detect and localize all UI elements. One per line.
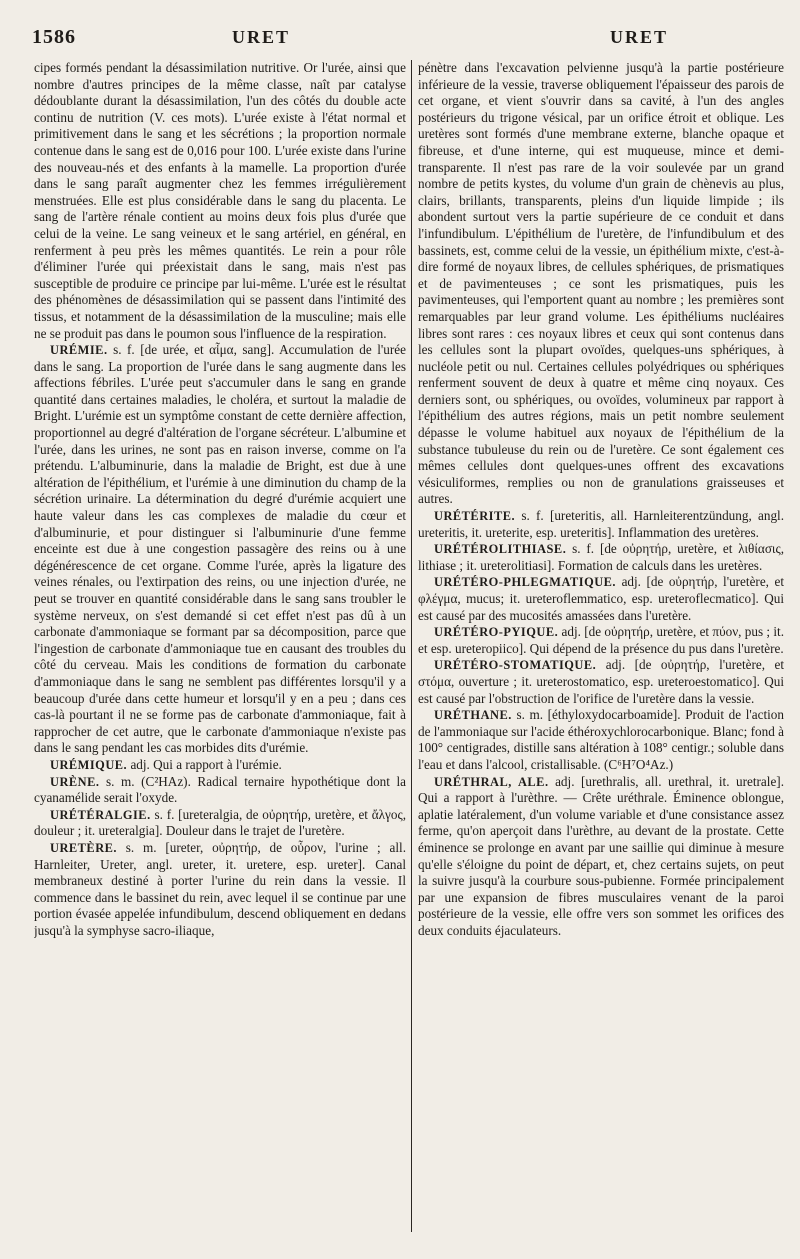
headword: URÉTÉRALGIE. [50, 807, 151, 822]
entry-uretero-stomatique: URÉTÉRO-STOMATIQUE. adj. [de οὐρητήρ, l'uretère, et στόμα, ouverture ; it. ureterostomatico, esp. ureteroestomatico]. Qui est causé par l'obstruction de l'orifice de l'uretère dans la vessie. [418, 657, 784, 706]
entry-urethane: URÉTHANE. s. m. [éthyloxydocarboamide]. Produit de l'action de l'ammoniaque sur l'acide éthéroxychlorocarbonique. Blanc; fond à 100° centigrades, distille sans altération à 108° centigr.; soluble dans l'eau et dans l'alcool, cristallisable. (C⁶H⁷O⁴Az.) [418, 707, 784, 772]
running-head-right: URET [610, 27, 669, 47]
headword: URÉMIQUE. [50, 757, 128, 772]
entry-uretere: URETÈRE. s. m. [ureter, οὐρητήρ, de οὖρον, l'urine ; all. Harnleiter, Ureter, angl. ureter, it. uretere, esp. ureter]. Canal membraneux destiné à porter l'urine du rein dans la vessie. Il commence dans le bassinet du rein, avec lequel il se continue par une portion évasée appelée infundibulum, descend obliquement en dedans jusqu'à la symphyse sacro-iliaque, [34, 839, 406, 938]
entry-continuation: cipes formés pendant la désassimilation nutritive. Or l'urée, ainsi que nombre d'autres principes de la même classe, naît par catalyse dédoublante durant la désassimilation, l'un des côtés du double acte continu de nutrition (V. ces mots). L'urée existe à l'état normal et primitivement dans le sang et les sécrétions ; la proportion normale contenue dans le sang est de 0,016 pour 100. L'urée existe dans l'urine des nouveau-nés et des enfants à la mamelle. La proportion d'urée dans le sang paraît augmenter chez les femmes irrégulièrement menstruées. Elle est plus considérable dans le sang du placenta. Le sang de l'artère rénale contient au moins deux fois plus d'urée que celui de la veine. Le sang veineux et le sang artériel, en général, en renferment à peu près les mêmes quantités. Le rein a pour rôle d'éliminer l'urée qui préexistait dans le sang, mais n'est pas susceptible de produire ce principe par lui-même. L'urée est le résultat des phénomènes de désassimilation qui se passent dans l'intimité des tissus, et notamment de la désassimilation de la musculine; mais elle ne se produit pas dans le poumon sous l'influence de la respiration. [34, 60, 406, 341]
entry-ureteralgie: URÉTÉRALGIE. s. f. [ureteralgia, de οὐρητήρ, uretère, et ἄλγος, douleur ; it. ureteralgia]. Douleur dans le trajet de l'uretère. [34, 806, 406, 839]
column-divider [411, 60, 412, 1232]
headword: URÉTHRAL, ALE. [434, 774, 549, 789]
page-number: 1586 [32, 26, 76, 48]
entry-uremique: URÉMIQUE. adj. Qui a rapport à l'urémie. [50, 756, 282, 772]
headword: URÉMIE. [50, 343, 108, 358]
headword: URETÈRE. [50, 840, 117, 855]
headword: URÈNE. [50, 774, 100, 789]
headword: URÉTÉRO-STOMATIQUE. [434, 658, 597, 673]
running-head-left: URET [232, 27, 291, 47]
entry-uretero-pyique: URÉTÉRO-PYIQUE. adj. [de οὐρητήρ, uretère, et πύον, pus ; it. et esp. ureteropiico]. Qui dépend de la présence du pus dans l'uretère. [418, 624, 784, 656]
entry-ureterolithiase: URÉTÉROLITHIASE. s. f. [de οὐρητήρ, uretère, et λιθίασις, lithiase ; it. ureterolitiasi]. Formation de calculs dans les uretères. [418, 541, 784, 573]
entry-urethral: URÉTHRAL, ALE. adj. [urethralis, all. urethral, it. uretrale]. Qui a rapport à l'urèthre. — Crête uréthrale. Éminence oblongue, aplatie latéralement, d'un volume variable et d'une consistance assez ferme, qu'on aperçoit dans l'urèthre, au devant de la prostate. Cette éminence se prolonge en avant par une saillie qui diminue à mesure qu'elle s'éloigne du point de départ, et, chez certains sujets, on peut la suivre jusqu'à la courbure sous-pubienne. Formée principalement par une expansion de fibres musculaires venant de la paroi postérieure de la vessie, elle offre vers son sommet les orifices des deux conduits éjaculateurs. [418, 773, 784, 938]
right-column [418, 60, 784, 1235]
headword: URÉTÉRO-PHLEGMATIQUE. [434, 575, 617, 590]
entry-uremie: URÉMIE. s. f. [de urée, et αἷμα, sang]. Accumulation de l'urée dans le sang. La proportion de l'urée dans le sang augmente dans les affections fébriles. L'urée peut s'accumuler dans le sang en grande quantité dans certaines maladies, le choléra, et surtout la maladie de Bright. L'urémie est un symptôme constant de cette dernière affection, proportionnel au degré d'altération de l'organe sécréteur. L'albumine et l'urée, dans les urines, ne sont pas en raison inverse, comme on l'a prétendu. L'albuminurie, dans la maladie de Bright, est due à une altération de l'épithélium, et l'urémie à une diminution du champ de la sécrétion urinaire. La détermination du degré d'urémie acquiert une haute valeur dans les cas complexes de maladie du cœur et d'albuminurie, et pour distinguer si l'albuminurie d'une femme enceinte est due à une congestion passagère des reins ou à une dégénérescence de cet organe. Comme l'urée, après la ligature des veines rénales, ou l'extirpation des reins, ou une injection d'urée, ne peut se trouver en quantité considérable dans le sang sans troubler le système nerveux, on s'est demandé si cet effet n'est pas dû à un carbonate d'ammoniaque se formant par sa décomposition, parce que l'ingestion de carbonate d'ammoniaque tue en causant des troubles du côté du cerveau. Mais les conditions de formation du carbonate d'ammoniaque dans le sang ne semblent pas différentes lorsqu'il y a beaucoup d'urée dans cette humeur et lorsqu'il y en a peu ; dans ces cas-là pourtant il ne se forme pas de carbonate d'ammoniaque, fait à rapprocher de cet autre, que le carbonate d'ammoniaque n'existe pas dans le sang pendant les cas morbides dits d'urémie. [34, 342, 406, 756]
entry-uretero-phlegmatique: URÉTÉRO-PHLEGMATIQUE. adj. [de οὐρητήρ, l'uretère, et φλέγμα, mucus; it. ureteroflemmatico, esp. ureteroflecmatico]. Qui est causé par des mucosités amassées dans l'uretère. [418, 574, 784, 623]
entry-ureterite: URÉTÉRITE. s. f. [ureteritis, all. Harnleiterentzündung, angl. ureteritis, it. ureterite, esp. ureteritis]. Inflammation des uretères. [418, 508, 784, 540]
headword: URÉTHANE. [434, 708, 512, 723]
headword: URÉTÉRO-PYIQUE. [434, 625, 559, 640]
entry-urene: URÈNE. s. m. (C²HAz). Radical ternaire hypothétique dont la cyanamélide serait l'oxyde. [34, 773, 406, 806]
entry-continuation: pénètre dans l'excavation pelvienne jusqu'à la partie postérieure inférieure de la vessie, traverse obliquement l'épaisseur des parois de cet organe, et vient s'ouvrir dans sa cavité, à l'un des angles postérieurs du trigone vésical, par un orifice étroit et oblique. Les uretères sont formés d'une membrane externe, blanche opaque et fibreuse, et d'une interne, qui est muqueuse, mince et demi-transparente. Il n'est pas rare de la voir soulevée par un grand nombre de petits kystes, du volume d'un grain de chènevis au plus, clairs, brillants, transparents, pleins d'un liquide limpide ; ils abondent surtout vers la partie supérieure de ce conduit et dans l'infundibulum. L'épithélium de l'uretère, de l'infundibulum et des bassinets, est, comme celui de la vessie, un épithélium mixte, c'est-à-dire formé de noyaux libres, de cellules sphériques, de prismatiques et de pavimenteuses ; ce sont les prismatiques, puis les pavimenteuses, qui l'emportent quant au nombre ; les premières sont remarquables par leur grand volume. Les épithéliums nucléaires libres sont rares : ces noyaux libres et ceux qui sont contenus dans les cellules sont la plupart ovoïdes, quelques-uns sphériques, à nucléole petit ou nul. Certaines cellules polyédriques ou sphériques renferment souvent de deux à quatre et même cinq noyaux. Ces derniers sont, ou sphériques, ou ovoïdes, volumineux par rapport à l'épithélium des autres régions, mais un petit nombre seulement dépasse le volume habituel aux noyaux de l'épithélium de la substance tubuleuse du rein ou de l'uretère. Ce sont également ces mêmes cellules dont quelques-unes offrent des excavations vésiculiformes, remplies ou non de granulations graisseuses et autres. [418, 60, 784, 507]
page-header [32, 26, 780, 54]
left-column [34, 60, 406, 1235]
headword: URÉTÉRITE. [434, 509, 516, 524]
headword: URÉTÉROLITHIASE. [434, 542, 567, 557]
